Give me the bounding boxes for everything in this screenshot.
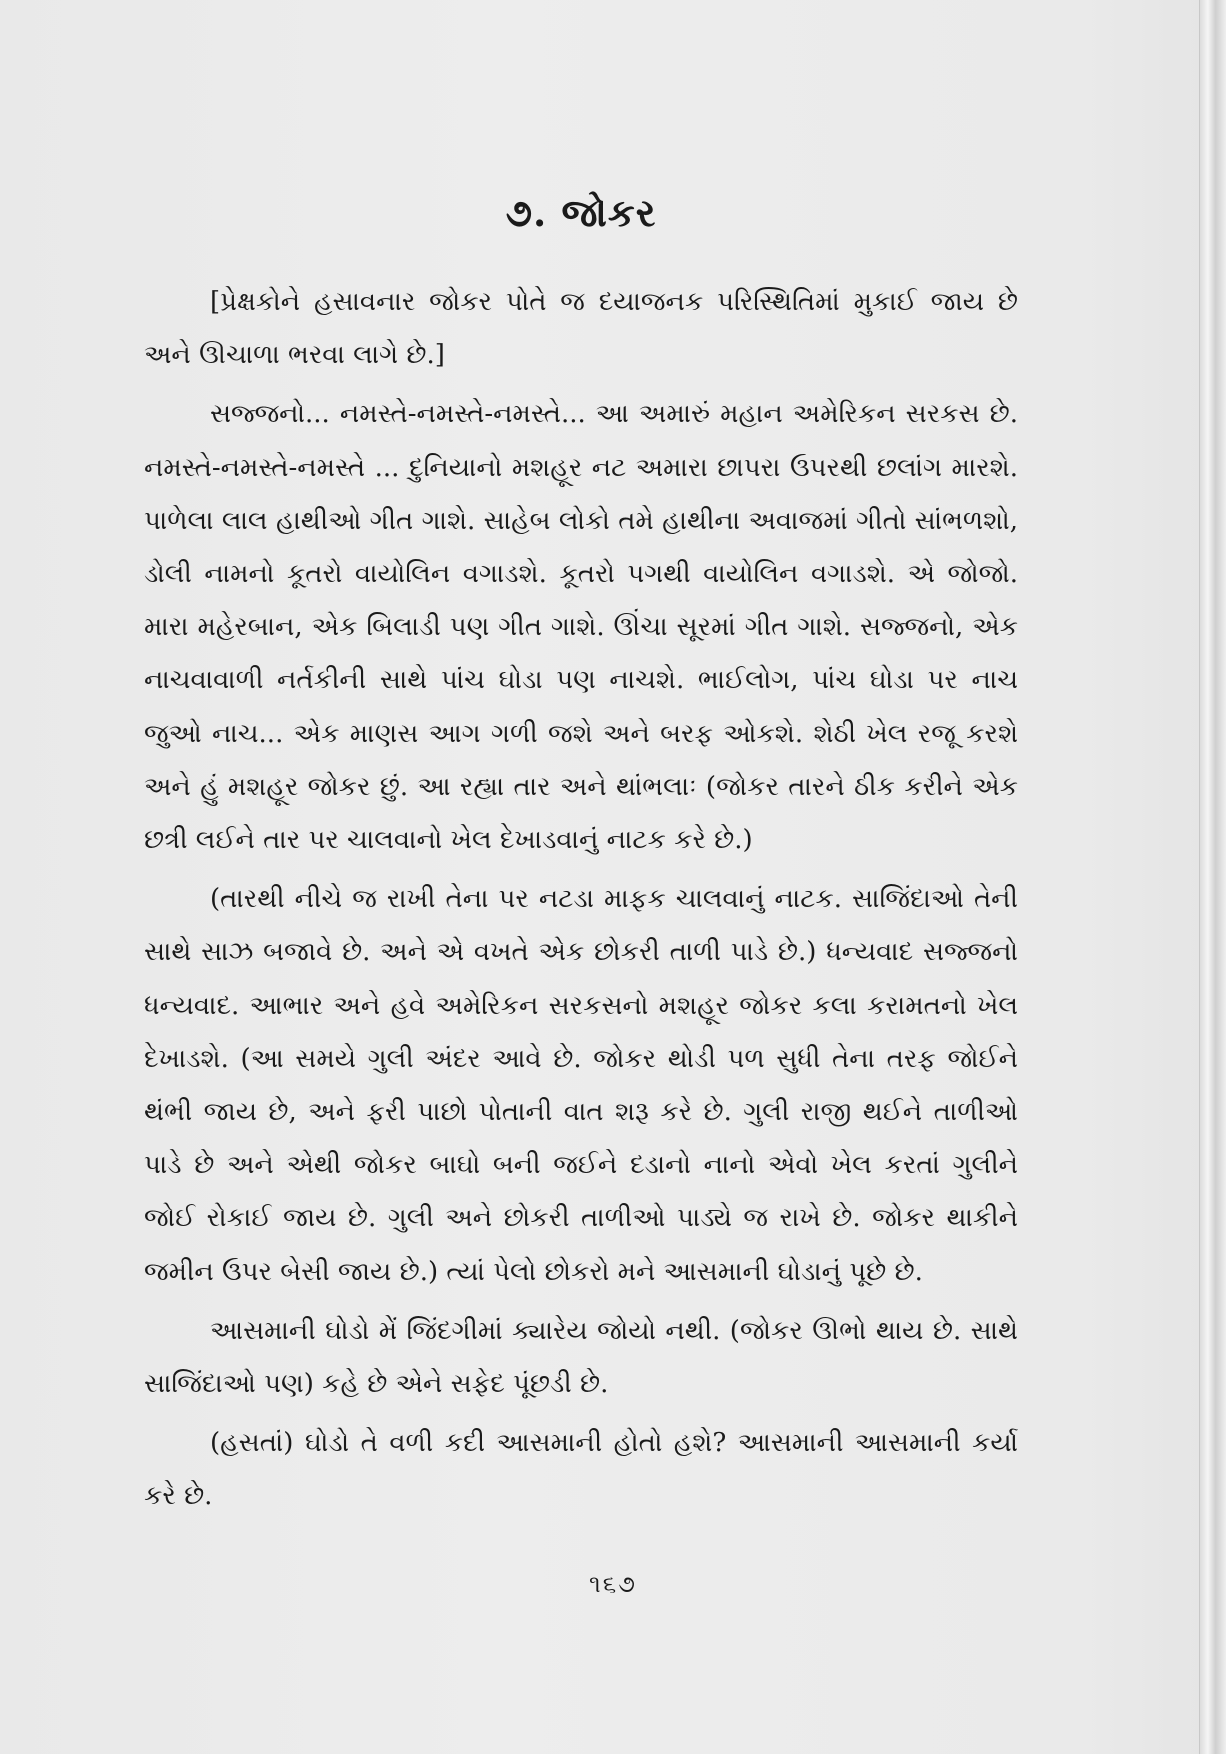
dialogue-paragraph: (હસતાં) ઘોડો તે વળી કદી આસમાની હોતો હશે? આસમાની આસમાની કર્યા કરે છે.: [144, 1428, 1018, 1512]
page-number: ૧૬૭: [589, 1570, 637, 1598]
dialogue-paragraph: આસમાની ઘોડો મેં જિંદગીમાં ક્યારેય જોયો નથી. (જોકર ઊભો થાય છે. સાથે સાજિંદાઓ પણ) કહે છે એને સફેદ પૂંછડી છે.: [144, 1315, 1018, 1400]
page-edge: [1199, 0, 1226, 1754]
stage-direction-intro: [પ્રેક્ષકોને હસાવનાર જોકર પોતે જ દયાજનક પરિસ્થિતિમાં મુકાઈ જાય છે અને ઊચાળા ભરવા લાગે છે.]: [144, 287, 1018, 371]
dialogue-paragraph: સજ્જનો... નમસ્તે-નમસ્તે-નમસ્તે... આ અમારું મહાન અમેરિકન સરકસ છે. નમસ્તે-નમસ્તે-નમસ્તે ... દુનિયાનો મશહૂર નટ અમારા છાપરા ઉપરથી છલાંગ મારશે. પાળેલા લાલ હાથીઓ ગીત ગાશે. સાહેબ લોકો તમે હાથીના અવાજમાં ગીતો સાંભળશો, ડોલી નામનો કૂતરો વાયોલિન વગાડશે. કૂતરો પગથી વાયોલિન વગાડશે. એ જોજો. મારા મહેરબાન, એક બિલાડી પણ ગીત ગાશે. ઊંચા સૂરમાં ગીત ગાશે. સજ્જનો, એક નાચવાવાળી નર્તકીની સાથે પાંચ ઘોડા પણ નાચશે. ભાઈલોગ, પાંચ ઘોડા પર નાચ જુઓ નાચ... એક માણસ આગ ગળી જશે અને બરફ ઓકશે. શેઠી ખેલ રજૂ કરશે અને હું મશહૂર જોકર છું. આ રહ્યા તાર અને થાંભલાઃ (જોકર તારને ઠીક કરીને એક છત્રી લઈને તાર પર ચાલવાનો ખેલ દેખાડવાનું નાટક કરે છે.): [144, 399, 1018, 856]
page-content: [144, 190, 1018, 1530]
dialogue-paragraph: (તારથી નીચે જ રાખી તેના પર નટડા માફક ચાલવાનું નાટક. સાજિંદાઓ તેની સાથે સાઝ બજાવે છે. અને એ વખતે એક છોકરી તાળી પાડે છે.) ધન્યવાદ સજ્જનો ધન્યવાદ. આભાર અને હવે અમેરિકન સરકસનો મશહૂર જોકર કલા કરામતનો ખેલ દેખાડશે. (આ સમયે ગુલી અંદર આવે છે. જોકર થોડી પળ સુધી તેના તરફ જોઈને થંભી જાય છે, અને ફરી પાછો પોતાની વાત શરૂ કરે છે. ગુલી રાજી થઈને તાળીઓ પાડે છે અને એથી જોકર બાઘો બની જઈને દડાનો નાનો એવો ખેલ કરતાં ગુલીને જોઈ રોકાઈ જાય છે. ગુલી અને છોકરી તાળીઓ પાડ્યે જ રાખે છે. જોકર થાકીને જમીન ઉપર બેસી જાય છે.) ત્યાં પેલો છોકરો મને આસમાની ઘોડાનું પૂછે છે.: [144, 884, 1018, 1287]
chapter-title: ૭. જોકર: [505, 190, 657, 235]
